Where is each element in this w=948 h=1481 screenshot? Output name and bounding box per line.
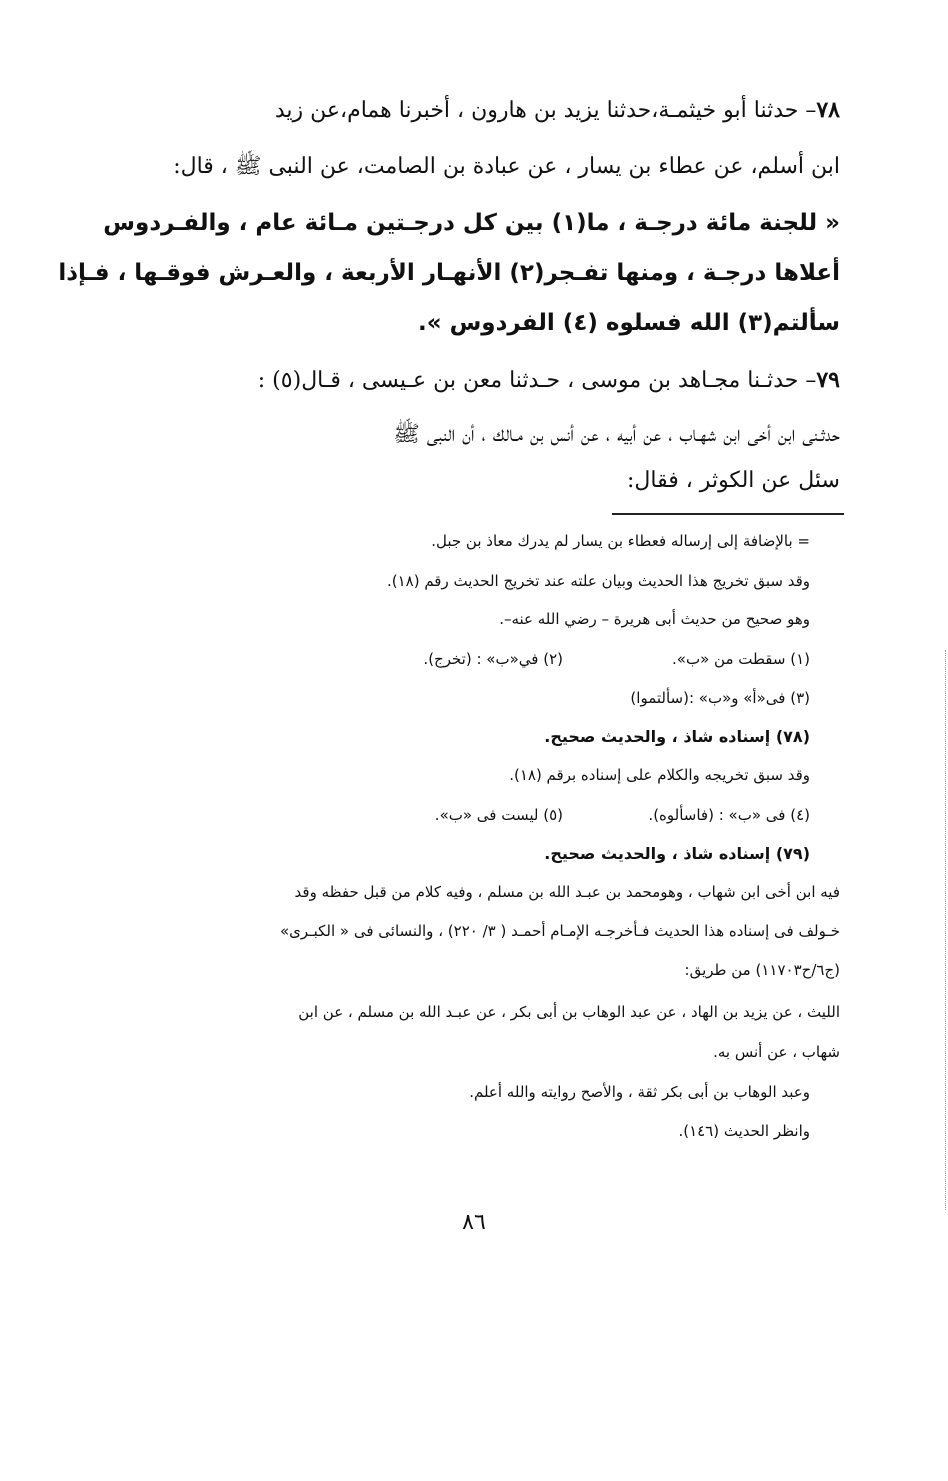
hadith-78-text-line-1: « للجنة مائة درجـة ، ما(١) بين كل درجـتين مـائة عام ، والفـردوس (103, 210, 840, 236)
footnote-4: (٤) فى «ب» : (فاسألوه). (648, 806, 810, 824)
hadith-79-line-3: سئل عن الكوثر ، فقال: (626, 468, 840, 493)
footnote-separator (612, 513, 844, 515)
hadith-79-number: ٧٩ (816, 367, 840, 393)
footnote-line: خـولف فى إسناده هذا الحديث فـأخرجـه الإمـام أحمـد ( ٣/ ٢٢٠) ، والنسائى فى « الكبـرى» (280, 922, 840, 940)
footnote-line: وانظر الحديث (١٤٦). (678, 1122, 810, 1140)
footnote-78-grading: (٧٨) إسناده شاذ ، والحديث صحيح. (544, 727, 810, 746)
hadith-78-line-2: ابن أسلم، عن عطاء بن يسار ، عن عبادة بن الصامت، عن النبى ﷺ ، قال: (173, 154, 840, 179)
footnote-79-grading: (٧٩) إسناده شاذ ، والحديث صحيح. (544, 844, 810, 863)
footnote-5: (٥) ليست فى «ب». (434, 806, 563, 824)
hadith-78-number: ٧٨ (816, 97, 840, 123)
footnote-line: وهو صحيح من حديث أبى هريرة – رضي الله عنه–. (499, 610, 810, 628)
footnote-line: فيه ابن أخى ابن شهاب ، وهومحمد بن عبـد الله بن مسلم ، وفيه كلام من قبل حفظه وقد (294, 883, 840, 901)
footnote-line: وعبد الوهاب بن أبى بكر ثقة ، والأصح روايته والله أعلم. (469, 1083, 810, 1101)
hadith-78-line-1: ٧٨– حدثنا أبو خيثمـة،حدثنا يزيد بن هارون ، أخبرنا همام،عن زيد (274, 97, 840, 123)
footnote-line: = بالإضافة إلى إرساله فعطاء بن يسار لم يدرك معاذ بن جبل. (431, 532, 810, 550)
page-number: ٨٦ (462, 1210, 486, 1235)
footnote-3: (٣) فى«أ» و«ب» :(سألتموا) (630, 689, 810, 707)
hadith-79-line-2: حدثـنى ابن أخى ابن شهـاب ، عن أبيه ، عن أنس بن مـالك ، أن النبى ﷺ (393, 422, 840, 447)
scan-edge-artifact (943, 650, 946, 1210)
footnote-line: (ج٦/ح١١٧٠٣) من طريق: (684, 961, 840, 979)
footnote-2: (٢) في«ب» : (تخرج). (423, 650, 563, 668)
footnote-line: الليث ، عن يزيد بن الهاد ، عن عبد الوهاب بن أبى بكر ، عن عبـد الله بن مسلم ، عن ابن (298, 1003, 840, 1021)
footnote-line: شهاب ، عن أنس به. (713, 1043, 840, 1061)
hadith-78-text-line-3: سألتم(٣) الله فسلوه (٤) الفردوس ». (417, 310, 840, 336)
footnote-line: وقد سبق تخريج هذا الحديث وبيان علته عند تخريج الحديث رقم (١٨). (386, 572, 810, 590)
footnote-line: وقد سبق تخريجه والكلام على إسناده برقم (١٨). (509, 766, 810, 784)
hadith-79-line-1: ٧٩– حدثـنا مجـاهد بن موسى ، حـدثنا معن بن عـيسى ، قـال(٥) : (257, 367, 840, 393)
hadith-78-text-line-2: أعلاها درجـة ، ومنها تفـجر(٢) الأنهـار الأربعة ، والعـرش فوقـها ، فـإذا (58, 260, 840, 286)
footnote-1: (١) سقطت من «ب». (672, 650, 810, 668)
